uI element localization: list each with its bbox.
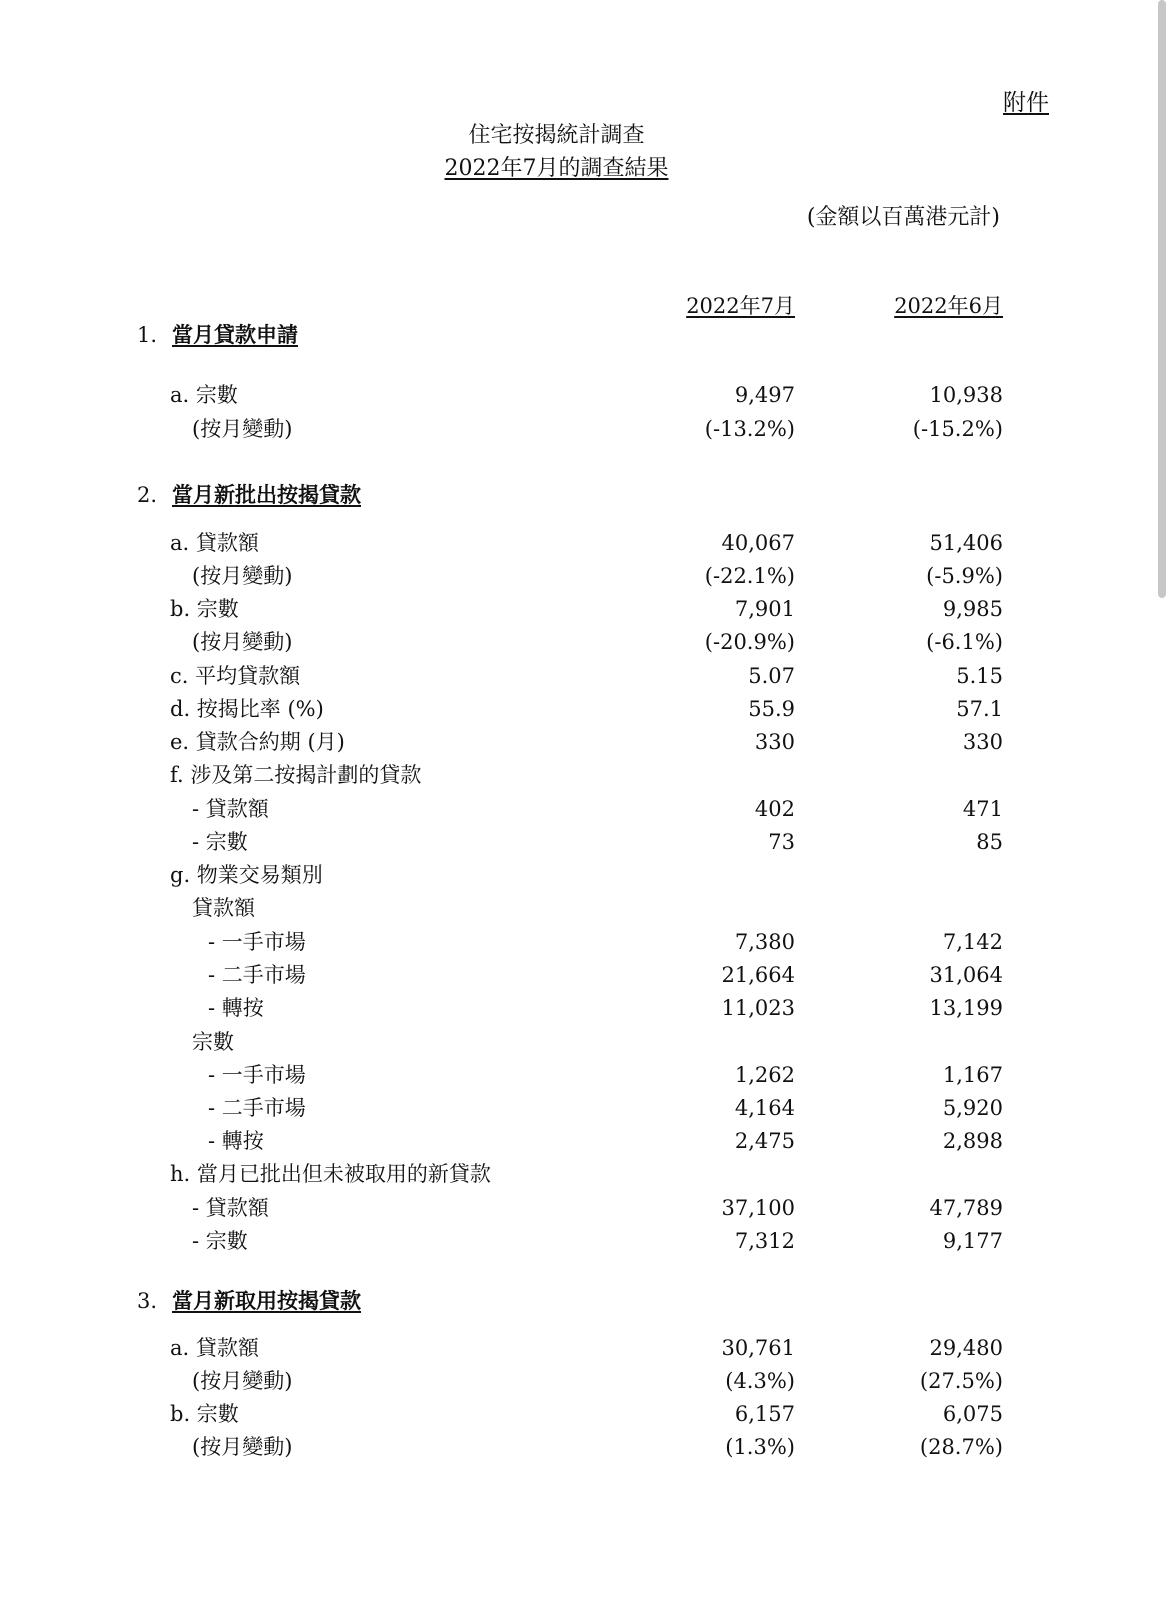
value-jun: 9,177 xyxy=(942,1229,1003,1253)
table-row xyxy=(0,1332,1170,1364)
table-row xyxy=(0,379,1170,411)
table-row xyxy=(0,726,1170,758)
row-label: (按月變動) xyxy=(192,630,293,654)
table-row xyxy=(0,859,1170,891)
table-row xyxy=(0,593,1170,625)
value-jul: 73 xyxy=(768,830,795,854)
document-subtitle: 2022年7月的調查結果 xyxy=(444,156,669,181)
table-row xyxy=(0,1398,1170,1430)
section-heading xyxy=(0,479,1170,511)
row-label: - 宗數 xyxy=(192,1229,248,1253)
section-title: 當月貸款申請 xyxy=(172,322,298,347)
value-jun: 5,920 xyxy=(942,1096,1003,1120)
value-jul: (4.3%) xyxy=(725,1369,795,1393)
value-jul: 55.9 xyxy=(748,697,795,721)
row-label: a. 貸款額 xyxy=(170,531,259,555)
value-jun: 29,480 xyxy=(929,1336,1003,1360)
table-row xyxy=(0,1026,1170,1058)
section-number: 1. xyxy=(137,323,158,347)
value-jul: 9,497 xyxy=(734,383,795,407)
row-label: d. 按揭比率 (%) xyxy=(170,697,324,721)
value-jun: 7,142 xyxy=(942,930,1003,954)
value-jun: 5.15 xyxy=(956,664,1003,688)
value-jun: 471 xyxy=(962,797,1003,821)
value-jul: 30,761 xyxy=(721,1336,795,1360)
value-jun: 330 xyxy=(962,730,1003,754)
table-row xyxy=(0,660,1170,692)
column-header-jul: 2022年7月 xyxy=(686,294,795,318)
value-jun: 31,064 xyxy=(929,963,1003,987)
row-label: a. 貸款額 xyxy=(170,1336,259,1360)
table-row xyxy=(0,793,1170,825)
value-jul: 5.07 xyxy=(748,664,795,688)
table-row xyxy=(0,959,1170,991)
table-row xyxy=(0,892,1170,924)
value-jul: (-20.9%) xyxy=(704,630,795,654)
value-jun: 13,199 xyxy=(929,996,1003,1020)
value-jun: 6,075 xyxy=(942,1402,1003,1426)
value-jul: 402 xyxy=(754,797,795,821)
value-jun: (-6.1%) xyxy=(926,630,1003,654)
section-title: 當月新批出按揭貸款 xyxy=(172,482,361,507)
table-row xyxy=(0,1365,1170,1397)
row-label: 貸款額 xyxy=(192,896,255,920)
row-label: e. 貸款合約期 (月) xyxy=(170,730,345,754)
row-label: (按月變動) xyxy=(192,564,293,588)
value-jul: 11,023 xyxy=(721,996,795,1020)
row-label: g. 物業交易類別 xyxy=(170,863,323,887)
row-label: - 轉按 xyxy=(208,996,264,1020)
value-jul: 7,312 xyxy=(734,1229,795,1253)
section-number: 3. xyxy=(137,1289,158,1313)
row-label: - 一手市場 xyxy=(208,1063,306,1087)
table-row xyxy=(0,1225,1170,1257)
unit-note: (金額以百萬港元計) xyxy=(806,205,1000,230)
table-row xyxy=(0,1092,1170,1124)
attachment-label: 附件 xyxy=(1003,90,1049,116)
column-header-jun: 2022年6月 xyxy=(894,294,1003,318)
value-jul: 7,901 xyxy=(734,597,795,621)
row-label: - 宗數 xyxy=(192,830,248,854)
row-label: b. 宗數 xyxy=(170,1402,239,1426)
row-label: - 貸款額 xyxy=(192,1196,269,1220)
value-jul: 4,164 xyxy=(734,1096,795,1120)
table-row xyxy=(0,693,1170,725)
value-jul: 37,100 xyxy=(721,1196,795,1220)
value-jul: (-22.1%) xyxy=(704,564,795,588)
section-number: 2. xyxy=(137,483,158,507)
row-label: (按月變動) xyxy=(192,417,293,441)
row-label: 宗數 xyxy=(192,1030,234,1054)
table-row xyxy=(0,560,1170,592)
table-row xyxy=(0,1059,1170,1091)
value-jun: 47,789 xyxy=(929,1196,1003,1220)
value-jun: 2,898 xyxy=(942,1129,1003,1153)
value-jul: 21,664 xyxy=(721,963,795,987)
value-jun: 57.1 xyxy=(956,697,1003,721)
row-label: a. 宗數 xyxy=(170,383,238,407)
document-title: 住宅按揭統計調查 xyxy=(468,123,645,148)
value-jun: 10,938 xyxy=(929,383,1003,407)
row-label: h. 當月已批出但未被取用的新貸款 xyxy=(170,1162,491,1186)
row-label: (按月變動) xyxy=(192,1369,293,1393)
row-label: (按月變動) xyxy=(192,1435,293,1459)
value-jun: 85 xyxy=(976,830,1003,854)
table-row xyxy=(0,759,1170,791)
value-jun: 51,406 xyxy=(929,531,1003,555)
table-row xyxy=(0,926,1170,958)
row-label: - 一手市場 xyxy=(208,930,306,954)
table-row xyxy=(0,413,1170,445)
value-jun: 9,985 xyxy=(942,597,1003,621)
row-label: - 二手市場 xyxy=(208,1096,306,1120)
value-jul: 1,262 xyxy=(734,1063,795,1087)
table-row xyxy=(0,626,1170,658)
table-row xyxy=(0,1158,1170,1190)
value-jul: (1.3%) xyxy=(725,1435,795,1459)
row-label: c. 平均貸款額 xyxy=(170,664,301,688)
value-jul: 40,067 xyxy=(721,531,795,555)
row-label: f. 涉及第二按揭計劃的貸款 xyxy=(170,763,422,787)
value-jun: (-15.2%) xyxy=(912,417,1003,441)
value-jul: 2,475 xyxy=(734,1129,795,1153)
table-row xyxy=(0,1431,1170,1463)
row-label: b. 宗數 xyxy=(170,597,239,621)
section-heading xyxy=(0,1285,1170,1317)
section-title: 當月新取用按揭貸款 xyxy=(172,1288,361,1313)
table-row xyxy=(0,992,1170,1024)
row-label: - 二手市場 xyxy=(208,963,306,987)
section-heading xyxy=(0,319,1170,351)
value-jun: 1,167 xyxy=(942,1063,1003,1087)
table-row xyxy=(0,527,1170,559)
value-jul: 330 xyxy=(754,730,795,754)
value-jul: (-13.2%) xyxy=(704,417,795,441)
row-label: - 貸款額 xyxy=(192,797,269,821)
table-row xyxy=(0,826,1170,858)
value-jun: (28.7%) xyxy=(919,1435,1003,1459)
value-jun: (27.5%) xyxy=(919,1369,1003,1393)
value-jul: 7,380 xyxy=(734,930,795,954)
value-jul: 6,157 xyxy=(734,1402,795,1426)
table-row xyxy=(0,1192,1170,1224)
table-row xyxy=(0,1125,1170,1157)
value-jun: (-5.9%) xyxy=(926,564,1003,588)
row-label: - 轉按 xyxy=(208,1129,264,1153)
